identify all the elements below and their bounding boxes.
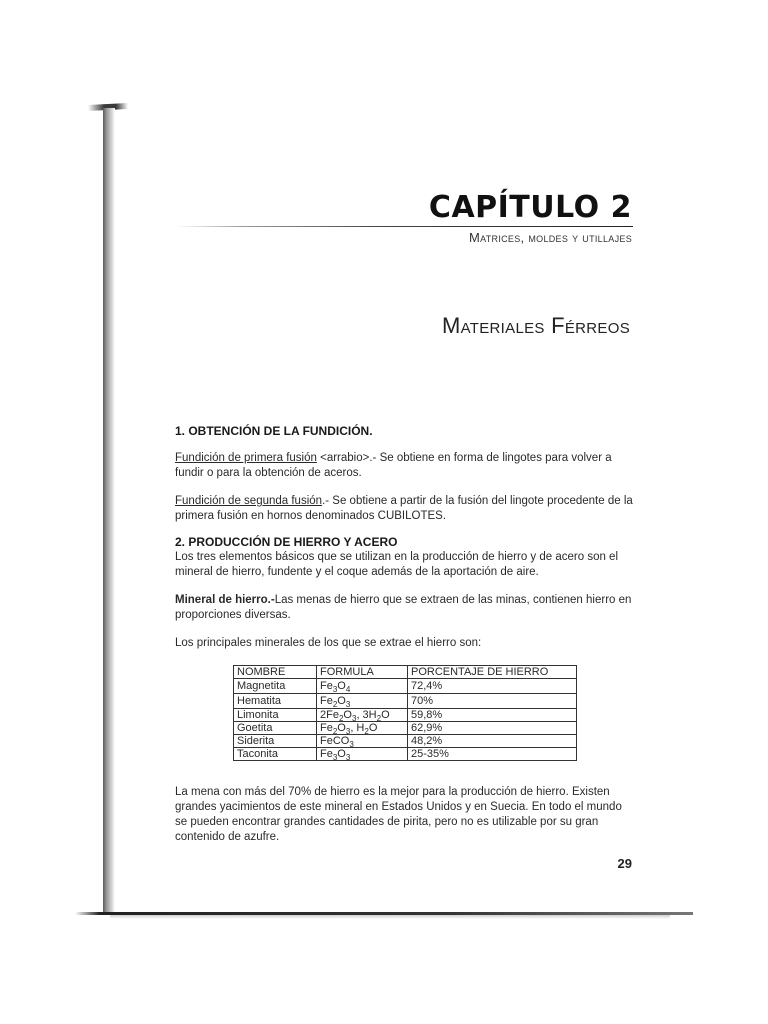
table-row [234,694,577,709]
table-header-cell: NOMBRE [234,666,317,679]
mineral-percent: 72,4% [408,679,577,694]
table-row [234,748,577,761]
page-number: 29 [617,856,632,871]
mineral-formula: $Fe_3O_3$ [317,748,408,761]
text-segunda-fusion: .- Se obtiene a partir de la fusión del lingote procedente de la primera fusión en hornos denominados CUBILOTES. [175,495,633,522]
mineral-percent: 59,8% [408,709,577,722]
table-header-cell: PORCENTAJE DE HIERRO [408,666,577,679]
mineral-formula: $Fe_3O_4$ [317,679,408,694]
heading-produccion: 2. PRODUCCIÓN DE HIERRO Y ACERO [175,535,398,549]
paragraph-elementos-basicos: Los tres elementos básicos que se utilizan en la producción de hierro y de acero son el mineral de hierro, fundente y el coque además de la aportación de aire. [175,551,619,578]
mineral-name: Magnetita [234,679,317,694]
mineral-name: Siderita [234,735,317,748]
mineral-name: Limonita [234,709,317,722]
table-header-cell: FORMULA [317,666,408,679]
mineral-name: Hematita [234,694,317,709]
chapter-title: CAPÍTULO 2 [428,190,632,225]
body-content [175,424,635,845]
mineral-percent: 70% [408,694,577,709]
mineral-name: Goetita [234,722,317,735]
mineral-formula: FeCO$_3$ [317,735,408,748]
table-row [234,735,577,748]
paragraph-mena-conclusion: La mena con más del 70% de hierro es la mejor para la producción de hierro. Existen grandes yacimientos de este mineral en Estados Unidos y en Suecia. En todo el mundo se pueden encontrar grandes cantidades de pirita, pero no es utilizable por su gran contenido de azufre. [175,786,622,843]
paragraph-primera-fusion [175,451,635,481]
book-spine-shadow [103,108,115,914]
term-primera-fusion: Fundición de primera fusión [175,452,317,464]
minerals-table [233,665,577,761]
table-header-row [234,666,577,679]
term-mineral-hierro: Mineral de hierro.- [175,594,275,606]
paragraph-minerales-intro: Los principales minerales de los que se extrae el hierro son: [175,637,482,649]
paragraph-segunda-fusion [175,494,635,524]
text-primera-fusion: <arrabio>.- Se obtiene en forma de lingotes para volver a fundir o para la obtención de aceros. [175,452,612,479]
text-mineral-hierro: Las menas de hierro que se extraen de las minas, contienen hierro en proporciones diversas. [175,594,632,621]
page-bottom-shadow [110,915,670,919]
section-title: Materiales Férreos [441,313,630,338]
table-row [234,679,577,694]
mineral-formula: $Fe_2O_3$ [317,694,408,709]
heading-obtencion: 1. OBTENCIÓN DE LA FUNDICIÓN. [175,424,373,438]
term-segunda-fusion: Fundición de segunda fusión [175,495,323,507]
mineral-formula: $Fe_2O_3$, $H_2O$ [317,722,408,735]
book-title: Matrices, moldes y utillajes [468,230,632,245]
mineral-percent: 25-35% [408,748,577,761]
mineral-percent: 62,9% [408,722,577,735]
mineral-percent: 48,2% [408,735,577,748]
paragraph-mineral-hierro [175,593,635,623]
table-row [234,722,577,735]
mineral-formula: $2Fe_2O_3$, $3H_2O$ [317,709,408,722]
table-row [234,709,577,722]
chapter-divider [175,226,633,227]
mineral-name: Taconita [234,748,317,761]
